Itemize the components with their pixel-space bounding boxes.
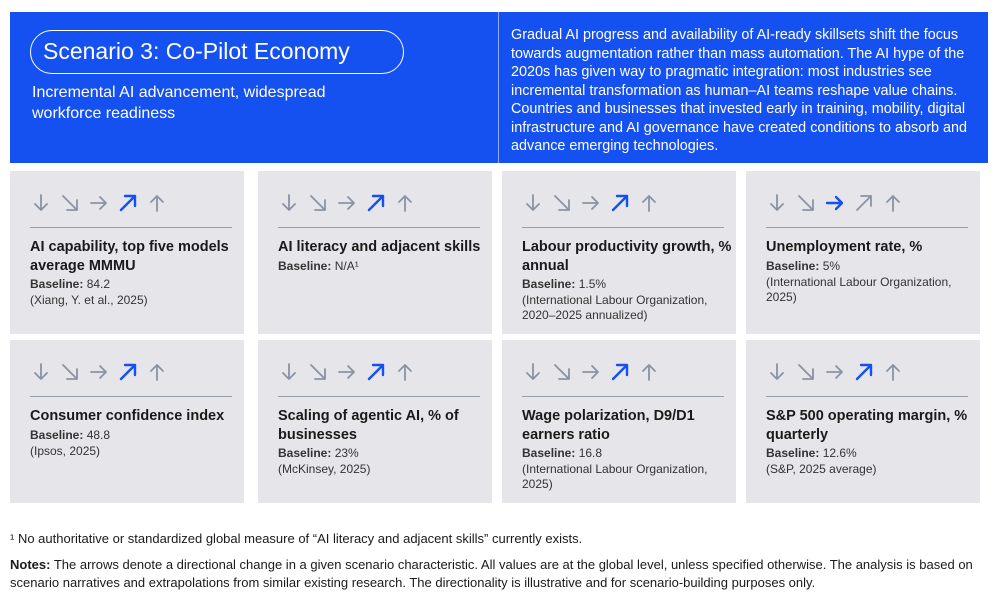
direction-arrows [766, 187, 980, 219]
arrow-down-icon [30, 192, 52, 214]
arrow-up-icon [638, 361, 660, 383]
arrow-down-icon [766, 192, 788, 214]
card-divider [30, 396, 232, 397]
card-title: Unemployment rate, % [766, 239, 923, 255]
arrow-down-icon [522, 361, 544, 383]
baseline-value: 48.8 [86, 428, 111, 442]
arrow-down-right-icon [795, 361, 817, 383]
arrow-up-icon [882, 361, 904, 383]
indicator-card [502, 340, 736, 503]
arrow-up-right-icon [853, 361, 875, 383]
baseline-source: (International Labour Organization, 2025) [522, 461, 708, 491]
card-title: Wage polarization, D9/D1 earners ratio [522, 408, 695, 443]
baseline-source: (S&P, 2025 average) [766, 461, 877, 476]
baseline-source: (Xiang, Y. et al., 2025) [30, 292, 148, 307]
baseline-source: (International Labour Organization, 2025) [766, 274, 952, 304]
card-divider [766, 396, 968, 397]
card-title: AI capability, top five models average MMMU [30, 239, 229, 274]
indicator-card [746, 171, 980, 334]
baseline-value: 16.8 [578, 446, 603, 460]
indicator-card [10, 340, 244, 503]
baseline-label: Baseline: [766, 259, 820, 273]
indicator-card [746, 340, 980, 503]
arrow-up-right-icon [117, 192, 139, 214]
arrow-down-icon [30, 361, 52, 383]
arrow-right-icon [336, 192, 358, 214]
baseline-source: (McKinsey, 2025) [278, 461, 371, 476]
arrow-up-right-icon [365, 192, 387, 214]
card-baseline [522, 277, 732, 324]
card-divider [278, 396, 480, 397]
card-baseline [766, 446, 976, 477]
card-divider [30, 227, 232, 228]
header-divider [498, 12, 499, 163]
card-divider [766, 227, 968, 228]
baseline-label: Baseline: [522, 277, 576, 291]
arrow-up-icon [394, 361, 416, 383]
notes [10, 556, 995, 592]
arrow-up-right-icon [609, 361, 631, 383]
card-baseline [30, 428, 240, 459]
arrow-down-icon [278, 192, 300, 214]
arrow-down-right-icon [551, 361, 573, 383]
arrow-down-right-icon [307, 192, 329, 214]
footnote: ¹ No authoritative or standardized global measure of “AI literacy and adjacent skills” currently exists. [10, 531, 583, 546]
baseline-value: 5% [822, 259, 841, 273]
direction-arrows [278, 187, 492, 219]
notes-text: The arrows denote a directional change in a given scenario characteristic. All values are at the global level, unless specified otherwise. The analysis is based on scenario narratives and extrapolations from similar existing research. The directionality is illustrative and for scenario-building purposes only. [10, 557, 973, 590]
card-baseline [30, 277, 240, 308]
baseline-label: Baseline: [278, 259, 332, 273]
arrow-down-icon [278, 361, 300, 383]
baseline-label: Baseline: [278, 446, 332, 460]
arrow-right-icon [580, 361, 602, 383]
arrow-down-right-icon [307, 361, 329, 383]
direction-arrows [278, 356, 492, 388]
baseline-label: Baseline: [30, 277, 84, 291]
direction-arrows [522, 356, 736, 388]
arrow-up-right-icon [365, 361, 387, 383]
direction-arrows [522, 187, 736, 219]
baseline-value: 1.5% [578, 277, 607, 291]
card-divider [522, 227, 724, 228]
card-title: Scaling of agentic AI, % of businesses [278, 408, 459, 443]
arrow-up-right-icon [853, 192, 875, 214]
card-baseline [766, 259, 976, 306]
indicator-card [502, 171, 736, 334]
scenario-title: Scenario 3: Co-Pilot Economy [30, 30, 404, 74]
arrow-right-icon [824, 192, 846, 214]
arrow-right-icon [88, 192, 110, 214]
baseline-value: N/A¹ [334, 259, 359, 273]
baseline-value: 12.6% [822, 446, 857, 460]
indicator-card [10, 171, 244, 334]
arrow-right-icon [88, 361, 110, 383]
baseline-value: 84.2 [86, 277, 111, 291]
arrow-up-icon [146, 361, 168, 383]
card-title: Labour productivity growth, % annual [522, 239, 732, 274]
arrow-right-icon [580, 192, 602, 214]
card-title: S&P 500 operating margin, % quarterly [766, 408, 968, 443]
arrow-right-icon [824, 361, 846, 383]
direction-arrows [766, 356, 980, 388]
card-title: AI literacy and adjacent skills [278, 239, 481, 255]
scenario-header [10, 12, 988, 163]
arrow-down-right-icon [795, 192, 817, 214]
arrow-down-icon [766, 361, 788, 383]
arrow-up-icon [638, 192, 660, 214]
scenario-subtitle: Incremental AI advancement, widespread workforce readiness [32, 84, 326, 122]
direction-arrows [30, 187, 244, 219]
baseline-label: Baseline: [522, 446, 576, 460]
arrow-up-icon [146, 192, 168, 214]
arrow-down-right-icon [59, 361, 81, 383]
arrow-up-icon [394, 192, 416, 214]
arrow-up-icon [882, 192, 904, 214]
card-baseline [278, 259, 488, 275]
direction-arrows [30, 356, 244, 388]
card-divider [278, 227, 480, 228]
baseline-label: Baseline: [766, 446, 820, 460]
arrow-down-right-icon [59, 192, 81, 214]
arrow-down-icon [522, 192, 544, 214]
baseline-label: Baseline: [30, 428, 84, 442]
indicator-card [258, 340, 492, 503]
indicator-card [258, 171, 492, 334]
card-title: Consumer confidence index [30, 408, 225, 424]
card-baseline [278, 446, 488, 477]
arrow-right-icon [336, 361, 358, 383]
baseline-value: 23% [334, 446, 359, 460]
notes-label: Notes: [10, 557, 51, 572]
card-divider [522, 396, 724, 397]
card-baseline [522, 446, 732, 493]
arrow-down-right-icon [551, 192, 573, 214]
baseline-source: (Ipsos, 2025) [30, 443, 101, 458]
arrow-up-right-icon [117, 361, 139, 383]
baseline-source: (International Labour Organization, 2020–2025 annualized) [522, 292, 708, 322]
arrow-up-right-icon [609, 192, 631, 214]
scenario-description: Gradual AI progress and availability of AI-ready skillsets shift the focus towards augmentation rather than mass automation. The AI hype of the 2020s has given way to pragmatic integration: most industries see incremental transformation as human–AI teams reshape value chains. Countries and businesses that invested early in training, mobility, digital infrastructure and AI governance have created conditions to absorb and advance emerging technologies. [511, 27, 967, 154]
